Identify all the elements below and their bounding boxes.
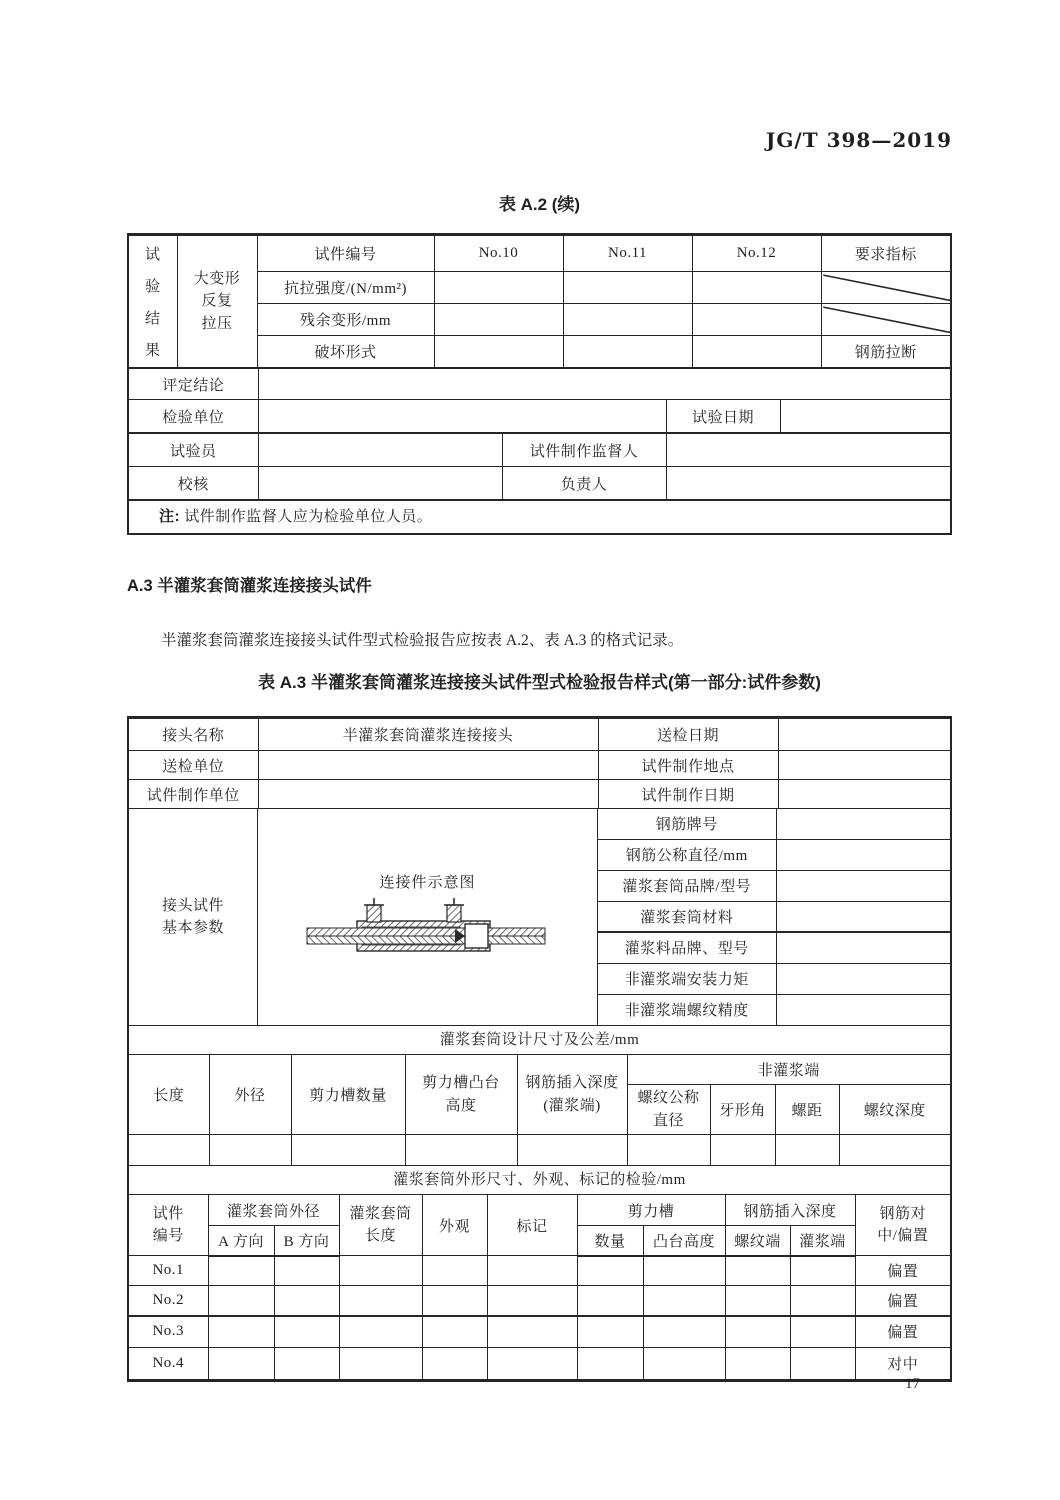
header-direction-a: A 方向: [208, 1226, 274, 1256]
header-shear-boss: 凸台高度: [643, 1226, 725, 1256]
empty-cell: [778, 751, 950, 780]
empty-cell: [339, 1316, 422, 1348]
empty-cell: [422, 1256, 487, 1286]
alignment-value: 偏置: [855, 1256, 950, 1286]
empty-cell: [643, 1316, 725, 1348]
empty-cell: [643, 1348, 725, 1380]
empty-cell: [487, 1256, 577, 1286]
header-insert-depth-group: 钢筋插入深度: [725, 1195, 855, 1226]
empty-cell: [339, 1286, 422, 1316]
label-thread-precision: 非灌浆端螺纹精度: [598, 994, 776, 1025]
diagonal-cell: [821, 304, 950, 336]
label-basic-params: 接头试件 基本参数: [129, 809, 258, 1025]
row-group-large-deformation: 大变形 反复 拉压: [177, 236, 257, 368]
specimen-no: No.3: [129, 1316, 208, 1348]
table-a2: [127, 233, 952, 535]
empty-cell: [208, 1348, 274, 1380]
header-shear-boss-height: 剪力槽凸台 高度: [405, 1055, 517, 1135]
header-shear-qty: 数量: [577, 1226, 643, 1256]
header-mark: 标记: [487, 1195, 577, 1256]
table-a3-info-rows: [129, 718, 950, 809]
header-sleeve-od-group: 灌浆套筒外径: [208, 1195, 339, 1226]
table-a2-checker-row: [129, 466, 950, 500]
empty-cell: [725, 1316, 790, 1348]
diagram-title: 连接件示意图: [379, 875, 476, 891]
empty-cell: [563, 336, 692, 368]
header-outer-diameter: 外径: [209, 1055, 291, 1135]
header-pitch: 螺距: [775, 1085, 839, 1135]
empty-cell: [208, 1286, 274, 1316]
empty-cell: [776, 994, 950, 1025]
empty-cell: [776, 963, 950, 994]
empty-cell: [209, 1135, 291, 1166]
header-no11: No.11: [563, 236, 692, 272]
empty-cell: [434, 304, 563, 336]
empty-cell: [692, 304, 821, 336]
empty-cell: [666, 467, 950, 500]
empty-cell: [434, 272, 563, 304]
empty-cell: [780, 400, 950, 433]
diagonal-line-icon: [822, 304, 951, 335]
label-submit-date: 送检日期: [598, 719, 778, 751]
empty-cell: [258, 369, 950, 400]
alignment-value: 偏置: [855, 1316, 950, 1348]
header-specimen-no: 试件编号: [257, 236, 434, 272]
header-depth-thread-end: 螺纹端: [725, 1226, 790, 1256]
label-failure-mode: 破坏形式: [257, 336, 434, 368]
empty-cell: [405, 1135, 517, 1166]
alignment-value: 偏置: [855, 1286, 950, 1316]
requirement-rebar-break: 钢筋拉断: [821, 336, 950, 368]
diagonal-line-icon: [822, 272, 951, 303]
empty-cell: [627, 1135, 710, 1166]
empty-cell: [422, 1316, 487, 1348]
header-depth-grout-end: 灌浆端: [790, 1226, 855, 1256]
empty-cell: [776, 809, 950, 839]
empty-cell: [725, 1348, 790, 1380]
header-sleeve-length: 灌浆套筒 长度: [339, 1195, 422, 1256]
empty-cell: [776, 932, 950, 963]
empty-cell: [258, 751, 598, 780]
label-submit-unit: 送检单位: [129, 751, 258, 780]
section-a3-paragraph: 半灌浆套筒灌浆连接接头试件型式检验报告应按表 A.2、表 A.3 的格式记录。: [161, 632, 684, 649]
empty-cell: [208, 1316, 274, 1348]
empty-cell: [274, 1256, 339, 1286]
header-thread-depth: 螺纹深度: [839, 1085, 950, 1135]
empty-cell: [790, 1286, 855, 1316]
empty-cell: [778, 780, 950, 809]
header-length: 长度: [129, 1055, 209, 1135]
row-group-test-results: [129, 236, 177, 368]
inspection-section-header: 灌浆套筒外形尺寸、外观、标记的检验/mm: [393, 1172, 686, 1188]
empty-cell: [274, 1348, 339, 1380]
table-a2-results: [129, 235, 950, 368]
connector-diagram-cell: [258, 809, 598, 1025]
param-table: [598, 809, 950, 1025]
header-appearance: 外观: [422, 1195, 487, 1256]
empty-cell: [577, 1286, 643, 1316]
table-a2-note: [129, 499, 950, 533]
label-sleeve-brand: 灌浆套筒品牌/型号: [598, 870, 776, 901]
table-a3-title: 表 A.3 半灌浆套筒灌浆连接接头试件型式检验报告样式(第一部分:试件参数): [258, 673, 821, 692]
label-make-date: 试件制作日期: [598, 780, 778, 809]
label-tensile-strength: 抗拉强度/(N/mm²): [257, 272, 434, 304]
connector-diagram: [258, 809, 598, 1025]
empty-cell: [776, 870, 950, 901]
empty-cell: [129, 1135, 209, 1166]
empty-cell: [563, 304, 692, 336]
empty-cell: [487, 1348, 577, 1380]
empty-cell: [692, 336, 821, 368]
header-no12: No.12: [692, 236, 821, 272]
header-direction-b: B 方向: [274, 1226, 339, 1256]
param-list: [598, 809, 950, 1025]
empty-cell: [775, 1135, 839, 1166]
label-rebar-diameter: 钢筋公称直径/mm: [598, 839, 776, 870]
table-a2-tester-row: [129, 433, 950, 467]
label-joint-name: 接头名称: [129, 719, 258, 751]
label-grout-brand: 灌浆料品牌、型号: [598, 932, 776, 963]
empty-cell: [643, 1286, 725, 1316]
empty-cell: [258, 780, 598, 809]
empty-cell: [487, 1286, 577, 1316]
label-tester: 试验员: [129, 434, 258, 467]
label-residual-deformation: 残余变形/mm: [257, 304, 434, 336]
alignment-value: 对中: [855, 1348, 950, 1380]
empty-cell: [517, 1135, 627, 1166]
empty-cell: [666, 434, 950, 467]
label-make-place: 试件制作地点: [598, 751, 778, 780]
empty-cell: [725, 1256, 790, 1286]
label-checker: 校核: [129, 467, 258, 500]
standard-number: JG/T 398—2019: [765, 128, 952, 152]
empty-cell: [258, 434, 502, 467]
specimen-no: No.1: [129, 1256, 208, 1286]
design-dimensions-table: [129, 1054, 950, 1166]
header-no10: No.10: [434, 236, 563, 272]
specimen-no: No.4: [129, 1348, 208, 1380]
note-text: 试件制作监督人应为检验单位人员。: [184, 509, 433, 525]
empty-cell: [258, 467, 502, 500]
empty-cell: [577, 1256, 643, 1286]
empty-cell: [339, 1348, 422, 1380]
empty-cell: [778, 719, 950, 751]
empty-cell: [710, 1135, 775, 1166]
label-test-date: 试验日期: [666, 400, 780, 433]
label-install-torque: 非灌浆端安装力矩: [598, 963, 776, 994]
header-thread-nominal-diameter: 螺纹公称 直径: [627, 1085, 710, 1135]
empty-cell: [274, 1286, 339, 1316]
header-rebar-alignment: 钢筋对 中/偏置: [855, 1195, 950, 1256]
label-supervisor: 试件制作监督人: [502, 434, 666, 467]
empty-cell: [291, 1135, 405, 1166]
empty-cell: [790, 1256, 855, 1286]
label-rebar-grade: 钢筋牌号: [598, 809, 776, 839]
header-shear-groove-group: 剪力槽: [577, 1195, 725, 1226]
empty-cell: [725, 1286, 790, 1316]
header-specimen-no: 试件 编号: [129, 1195, 208, 1256]
header-nongrout-end-group: 非灌浆端: [627, 1055, 950, 1085]
empty-cell: [434, 336, 563, 368]
table-a2-title: 表 A.2 (续): [498, 195, 581, 214]
diagonal-cell: [821, 272, 950, 304]
empty-cell: [487, 1316, 577, 1348]
empty-cell: [422, 1286, 487, 1316]
label-inspection-unit: 检验单位: [129, 400, 258, 433]
empty-cell: [692, 272, 821, 304]
empty-cell: [643, 1256, 725, 1286]
empty-cell: [577, 1348, 643, 1380]
empty-cell: [274, 1316, 339, 1348]
note-prefix: 注:: [159, 508, 180, 525]
table-a3: [127, 716, 952, 1382]
header-insert-depth-grout: 钢筋插入深度 (灌浆端): [517, 1055, 627, 1135]
label-responsible: 负责人: [502, 467, 666, 500]
header-requirement: 要求指标: [821, 236, 950, 272]
empty-cell: [790, 1348, 855, 1380]
value-joint-name: 半灌浆套筒灌浆连接接头: [258, 719, 598, 751]
label-make-unit: 试件制作单位: [129, 780, 258, 809]
header-shear-groove-qty: 剪力槽数量: [291, 1055, 405, 1135]
section-a3-heading: A.3 半灌浆套筒灌浆连接接头试件: [127, 577, 372, 595]
page-number: 17: [905, 1376, 920, 1392]
empty-cell: [258, 400, 666, 433]
design-section-header: 灌浆套筒设计尺寸及公差/mm: [129, 1025, 950, 1054]
param-block: [129, 809, 950, 1025]
header-thread-angle: 牙形角: [710, 1085, 775, 1135]
empty-cell: [422, 1348, 487, 1380]
empty-cell: [339, 1256, 422, 1286]
empty-cell: [776, 901, 950, 932]
empty-cell: [776, 839, 950, 870]
empty-cell: [790, 1316, 855, 1348]
empty-cell: [577, 1316, 643, 1348]
label-conclusion: 评定结论: [129, 369, 258, 400]
table-a2-unit-row: [129, 399, 950, 433]
empty-cell: [208, 1256, 274, 1286]
empty-cell: [563, 272, 692, 304]
empty-cell: [839, 1135, 950, 1166]
vertical-label: 试 验 结 果: [144, 247, 161, 359]
label-sleeve-material: 灌浆套筒材料: [598, 901, 776, 932]
inspection-table: [129, 1194, 950, 1380]
table-a2-conclusion-row: [129, 368, 950, 400]
specimen-no: No.2: [129, 1286, 208, 1316]
